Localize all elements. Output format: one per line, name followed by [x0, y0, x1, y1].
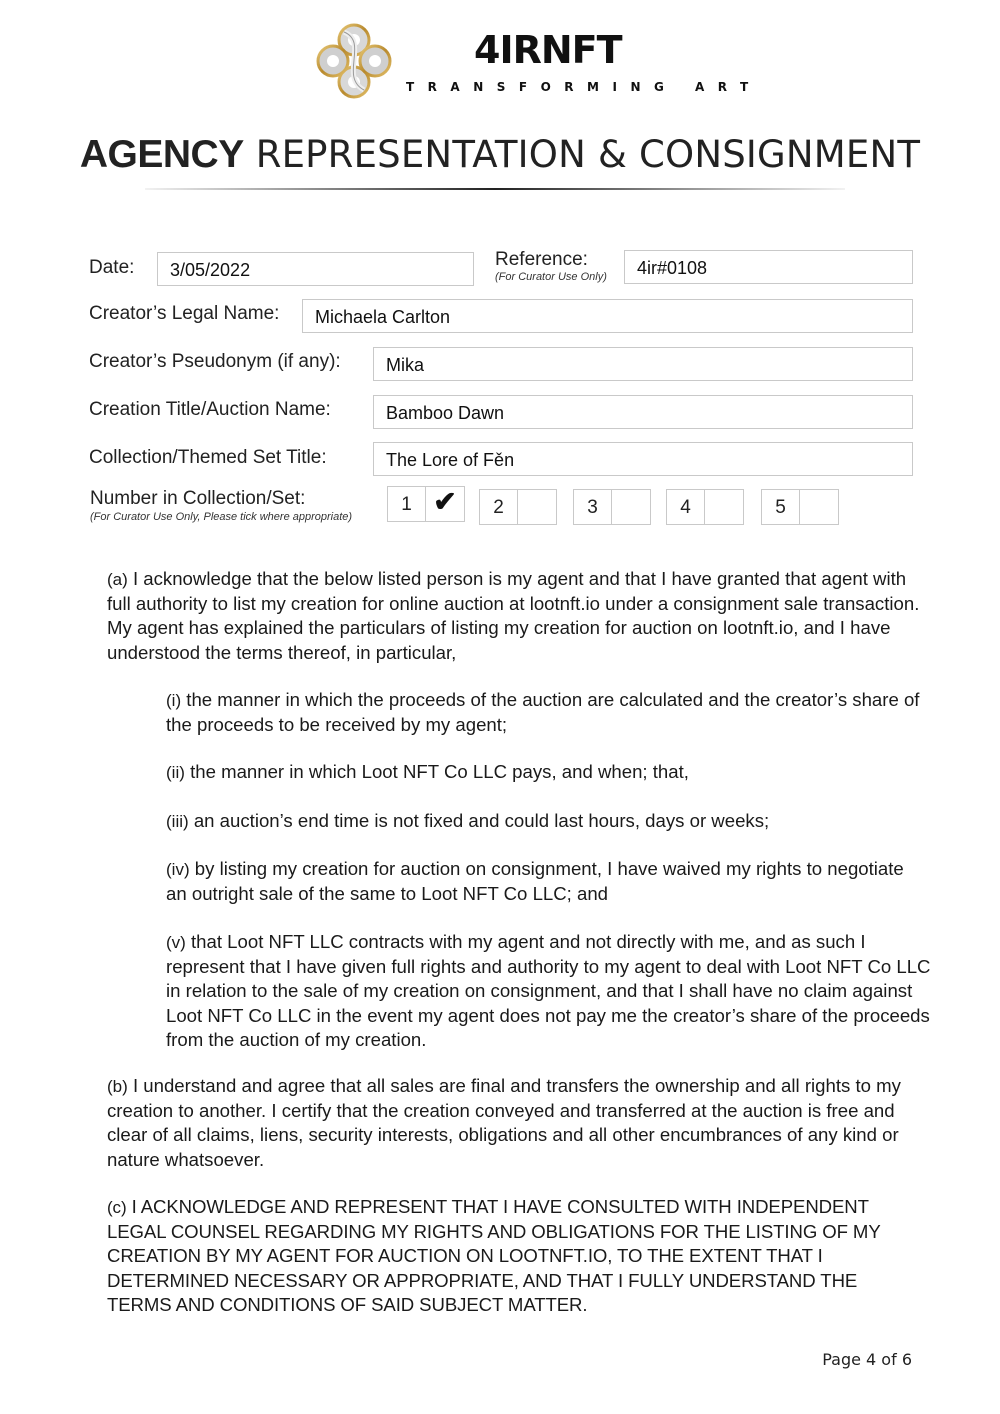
brand-header — [314, 22, 762, 102]
brand-name: 4IRNFT — [474, 28, 622, 72]
pseudonym-label: Creator’s Pseudonym (if any): — [89, 351, 341, 372]
clause-a-ii — [166, 760, 926, 785]
clause-tag: (b) — [107, 1077, 128, 1096]
clause-text: an auction’s end time is not fixed and could last hours, days or weeks; — [193, 810, 770, 831]
reference-note: (For Curator Use Only) — [495, 271, 607, 283]
clause-tag: (a) — [107, 570, 128, 589]
set-number-label: 4 — [667, 490, 705, 524]
pseudonym-field[interactable]: Mika — [373, 347, 913, 381]
collection-title-label: Collection/Themed Set Title: — [89, 447, 327, 468]
set-number-box-4[interactable] — [666, 489, 744, 525]
clause-a-i — [166, 688, 926, 737]
clause-a-v — [166, 930, 931, 1052]
clause-text: I ACKNOWLEDGE AND REPRESENT THAT I HAVE CONSULTED WITH INDEPENDENT LEGAL COUNSEL REGARDING MY RIGHTS AND OBLIGATIONS FOR THE LISTING OF MY CREATION BY MY AGENT FOR AUCTION ON LOOTNFT.IO, TO THE EXTENT THAT I DETERMINED NECESSARY OR APPROPRIATE, AND THAT I FULLY UNDERSTAND THE TERMS AND CONDITIONS OF SAID SUBJECT MATTER. — [107, 1196, 881, 1315]
tick-box[interactable] — [705, 490, 743, 524]
set-number-label: 5 — [762, 490, 800, 524]
page-number: Page 4 of 6 — [822, 1350, 912, 1369]
reference-label: Reference: — [495, 249, 588, 270]
tick-box[interactable] — [612, 490, 650, 524]
clause-a — [107, 567, 927, 665]
creation-title-label: Creation Title/Auction Name: — [89, 399, 331, 420]
number-in-set-note: (For Curator Use Only, Please tick where appropriate) — [90, 511, 353, 523]
clause-tag: (c) — [107, 1198, 127, 1217]
tick-box[interactable] — [518, 490, 556, 524]
clause-text: I understand and agree that all sales are final and transfers the ownership and all rights to my creation to another. I certify that the creation conveyed and transferred at the auction is free and clear of all claims, liens, security interests, obligations and all other encumbrances of any kind or nature whatsoever. — [107, 1075, 901, 1170]
checkmark-icon[interactable]: ✔ — [433, 486, 457, 517]
clause-b — [107, 1074, 927, 1172]
clause-a-iii — [166, 809, 926, 834]
creation-title-field[interactable]: Bamboo Dawn — [373, 395, 913, 429]
set-number-label: 3 — [574, 490, 612, 524]
clause-a-iv — [166, 857, 906, 906]
clause-c — [107, 1195, 907, 1317]
clause-tag: (v) — [166, 933, 186, 952]
clause-tag: (iv) — [166, 860, 190, 879]
title-bold: AGENCY — [79, 133, 244, 176]
infinity-knot-logo-icon — [314, 22, 394, 100]
set-number-label: 1 — [388, 487, 426, 521]
clause-tag: (ii) — [166, 763, 185, 782]
set-number-box-2[interactable] — [479, 489, 557, 525]
set-number-box-3[interactable] — [573, 489, 651, 525]
tick-box[interactable] — [800, 490, 838, 524]
clause-tag: (i) — [166, 691, 182, 710]
brand-tagline: TRANSFORMING ART — [406, 80, 762, 94]
set-number-label: 2 — [480, 490, 518, 524]
legal-name-label: Creator’s Legal Name: — [89, 303, 280, 324]
clause-tag: (iii) — [166, 812, 189, 831]
clause-text: the manner in which Loot NFT Co LLC pays, and when; that, — [190, 761, 689, 782]
clause-text: that Loot NFT LLC contracts with my agent and not directly with me, and as such I represent that I have given full rights and authority to my agent to deal with Loot NFT Co LLC in relation to the sale of my creation on consignment, and that I shall have no claim against Loot NFT Co LLC in the event my agent does not pay me the creator’s share of the proceeds from the auction of my creation. — [166, 931, 931, 1050]
date-label: Date: — [89, 257, 135, 278]
number-in-set-label: Number in Collection/Set: — [90, 488, 306, 509]
title-rest: REPRESENTATION & CONSIGNMENT — [255, 133, 921, 176]
date-field[interactable]: 3/05/2022 — [157, 252, 474, 286]
clause-text: by listing my creation for auction on consignment, I have waived my rights to negotiate an outright sale of the same to Loot NFT Co LLC; and — [166, 858, 904, 905]
set-number-box-1[interactable] — [387, 486, 465, 522]
legal-name-field[interactable]: Michaela Carlton — [302, 299, 913, 333]
set-number-box-5[interactable] — [761, 489, 839, 525]
clause-text: the manner in which the proceeds of the auction are calculated and the creator’s share of the proceeds to be received by my agent; — [166, 689, 920, 736]
clause-text: I acknowledge that the below listed person is my agent and that I have granted that agent with full authority to list my creation for online auction at lootnft.io under a consignment sale transaction. My agent has explained the particulars of listing my creation for auction on lootnft.io, and I have understood the terms thereof, in particular, — [107, 568, 920, 663]
reference-field[interactable]: 4ir#0108 — [624, 250, 913, 284]
title-divider — [145, 188, 845, 190]
collection-title-field[interactable]: The Lore of Fěn — [373, 442, 913, 476]
page-title — [0, 133, 1000, 177]
